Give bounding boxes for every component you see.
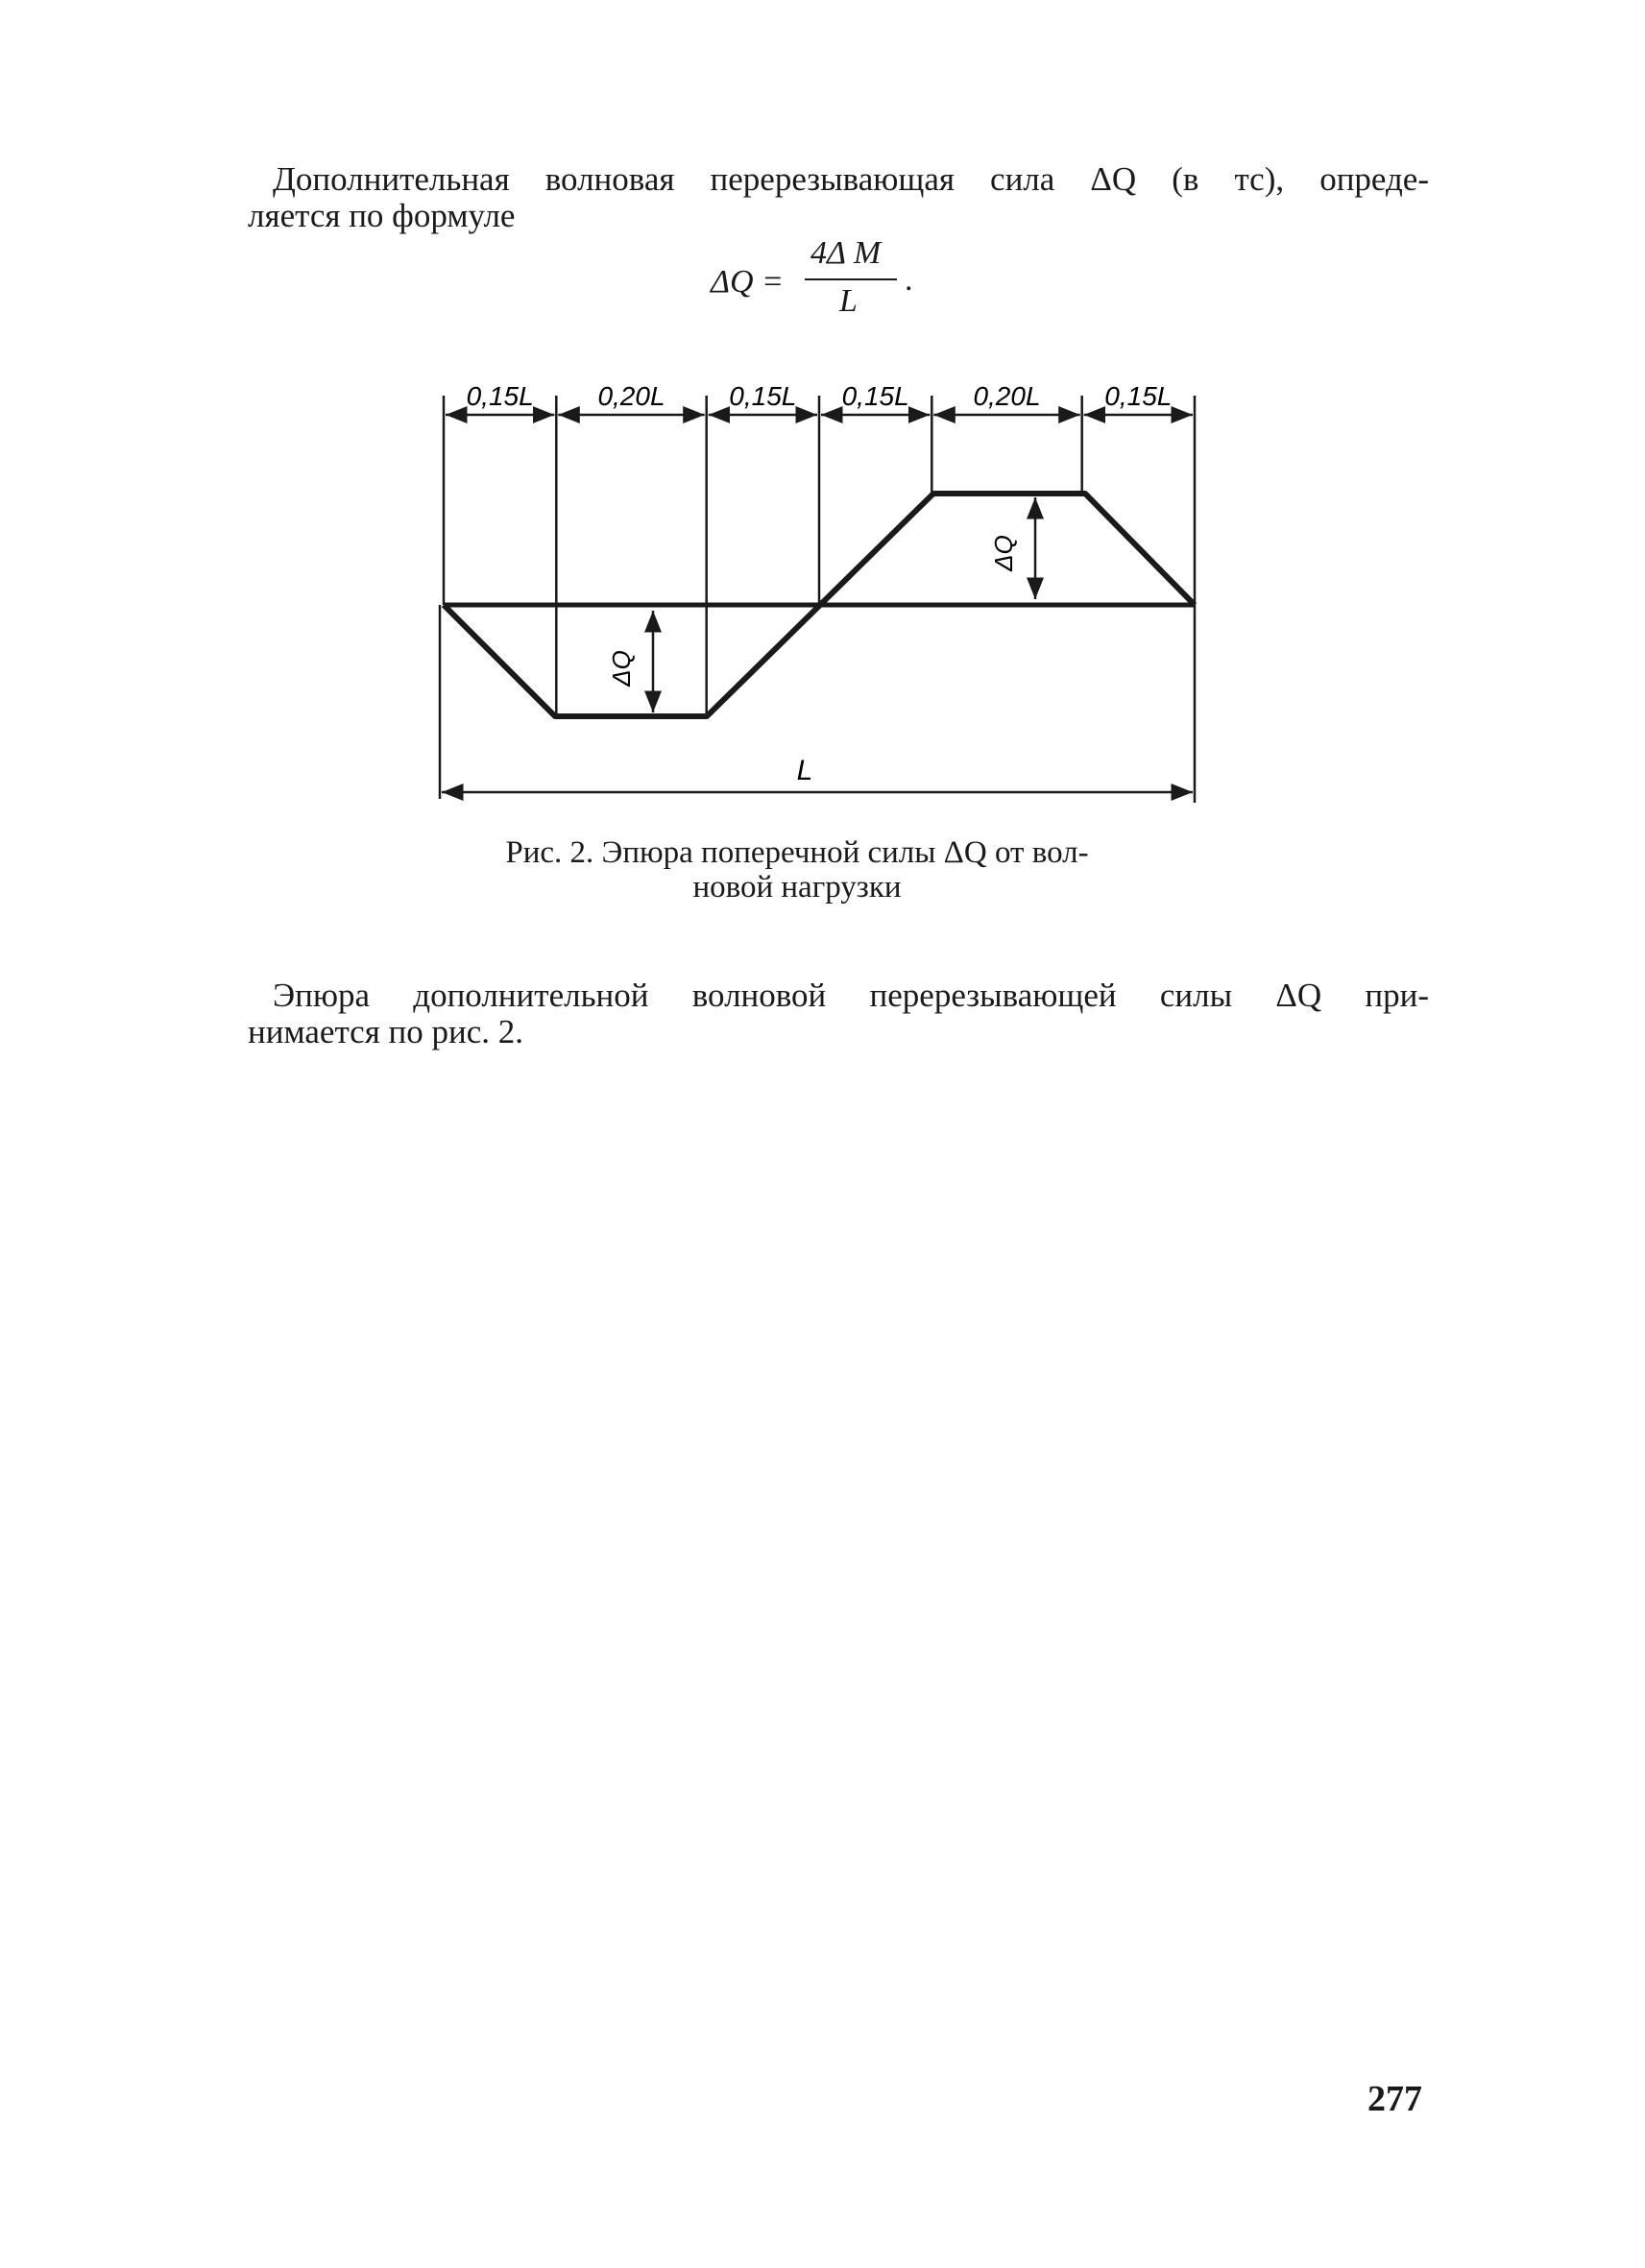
- formula-numerator: 4Δ M: [810, 235, 882, 271]
- figure-caption: [288, 835, 1306, 905]
- formula-period: .: [905, 262, 913, 298]
- segment-boundary-lines: [444, 396, 1195, 716]
- paragraph-line: Дополнительная волновая перерезывающая сила ΔQ (в тс), опреде-: [273, 160, 1429, 198]
- paragraph-line: Эпюра дополнительной волновой перерезывающей силы ΔQ при-: [273, 977, 1429, 1014]
- formula-denominator: L: [839, 283, 858, 319]
- segment-dimension-label: 0,15L: [841, 381, 909, 411]
- paragraph-diagram-reference: [248, 977, 1429, 1050]
- segment-dimension-label: 0,15L: [1104, 381, 1173, 411]
- caption-line: Рис. 2. Эпюра поперечной силы ΔQ от вол-: [505, 835, 1089, 870]
- shear-force-diagram: [423, 365, 1220, 826]
- formula-lhs: ΔQ =: [711, 264, 784, 300]
- segment-dimension-label: 0,20L: [597, 381, 665, 411]
- total-length-dimension: [440, 605, 1195, 803]
- total-length-label: L: [796, 755, 813, 786]
- paragraph-formula-intro: [248, 161, 1429, 234]
- segment-dimension-label: 0,15L: [466, 381, 534, 411]
- amplitude-label-bottom: ΔQ: [607, 650, 636, 687]
- segment-dimension-label: 0,20L: [973, 381, 1041, 411]
- page-number: 277: [1367, 2079, 1422, 2119]
- formula-delta-q: [711, 235, 941, 331]
- caption-line: новой нагрузки: [692, 870, 902, 905]
- formula-fraction-bar: [805, 278, 897, 280]
- paragraph-line: нимается по рис. 2.: [248, 1013, 524, 1050]
- paragraph-line: ляется по формуле: [248, 197, 516, 234]
- segment-dimension-label: 0,15L: [729, 381, 797, 411]
- amplitude-label-top: ΔQ: [989, 535, 1018, 571]
